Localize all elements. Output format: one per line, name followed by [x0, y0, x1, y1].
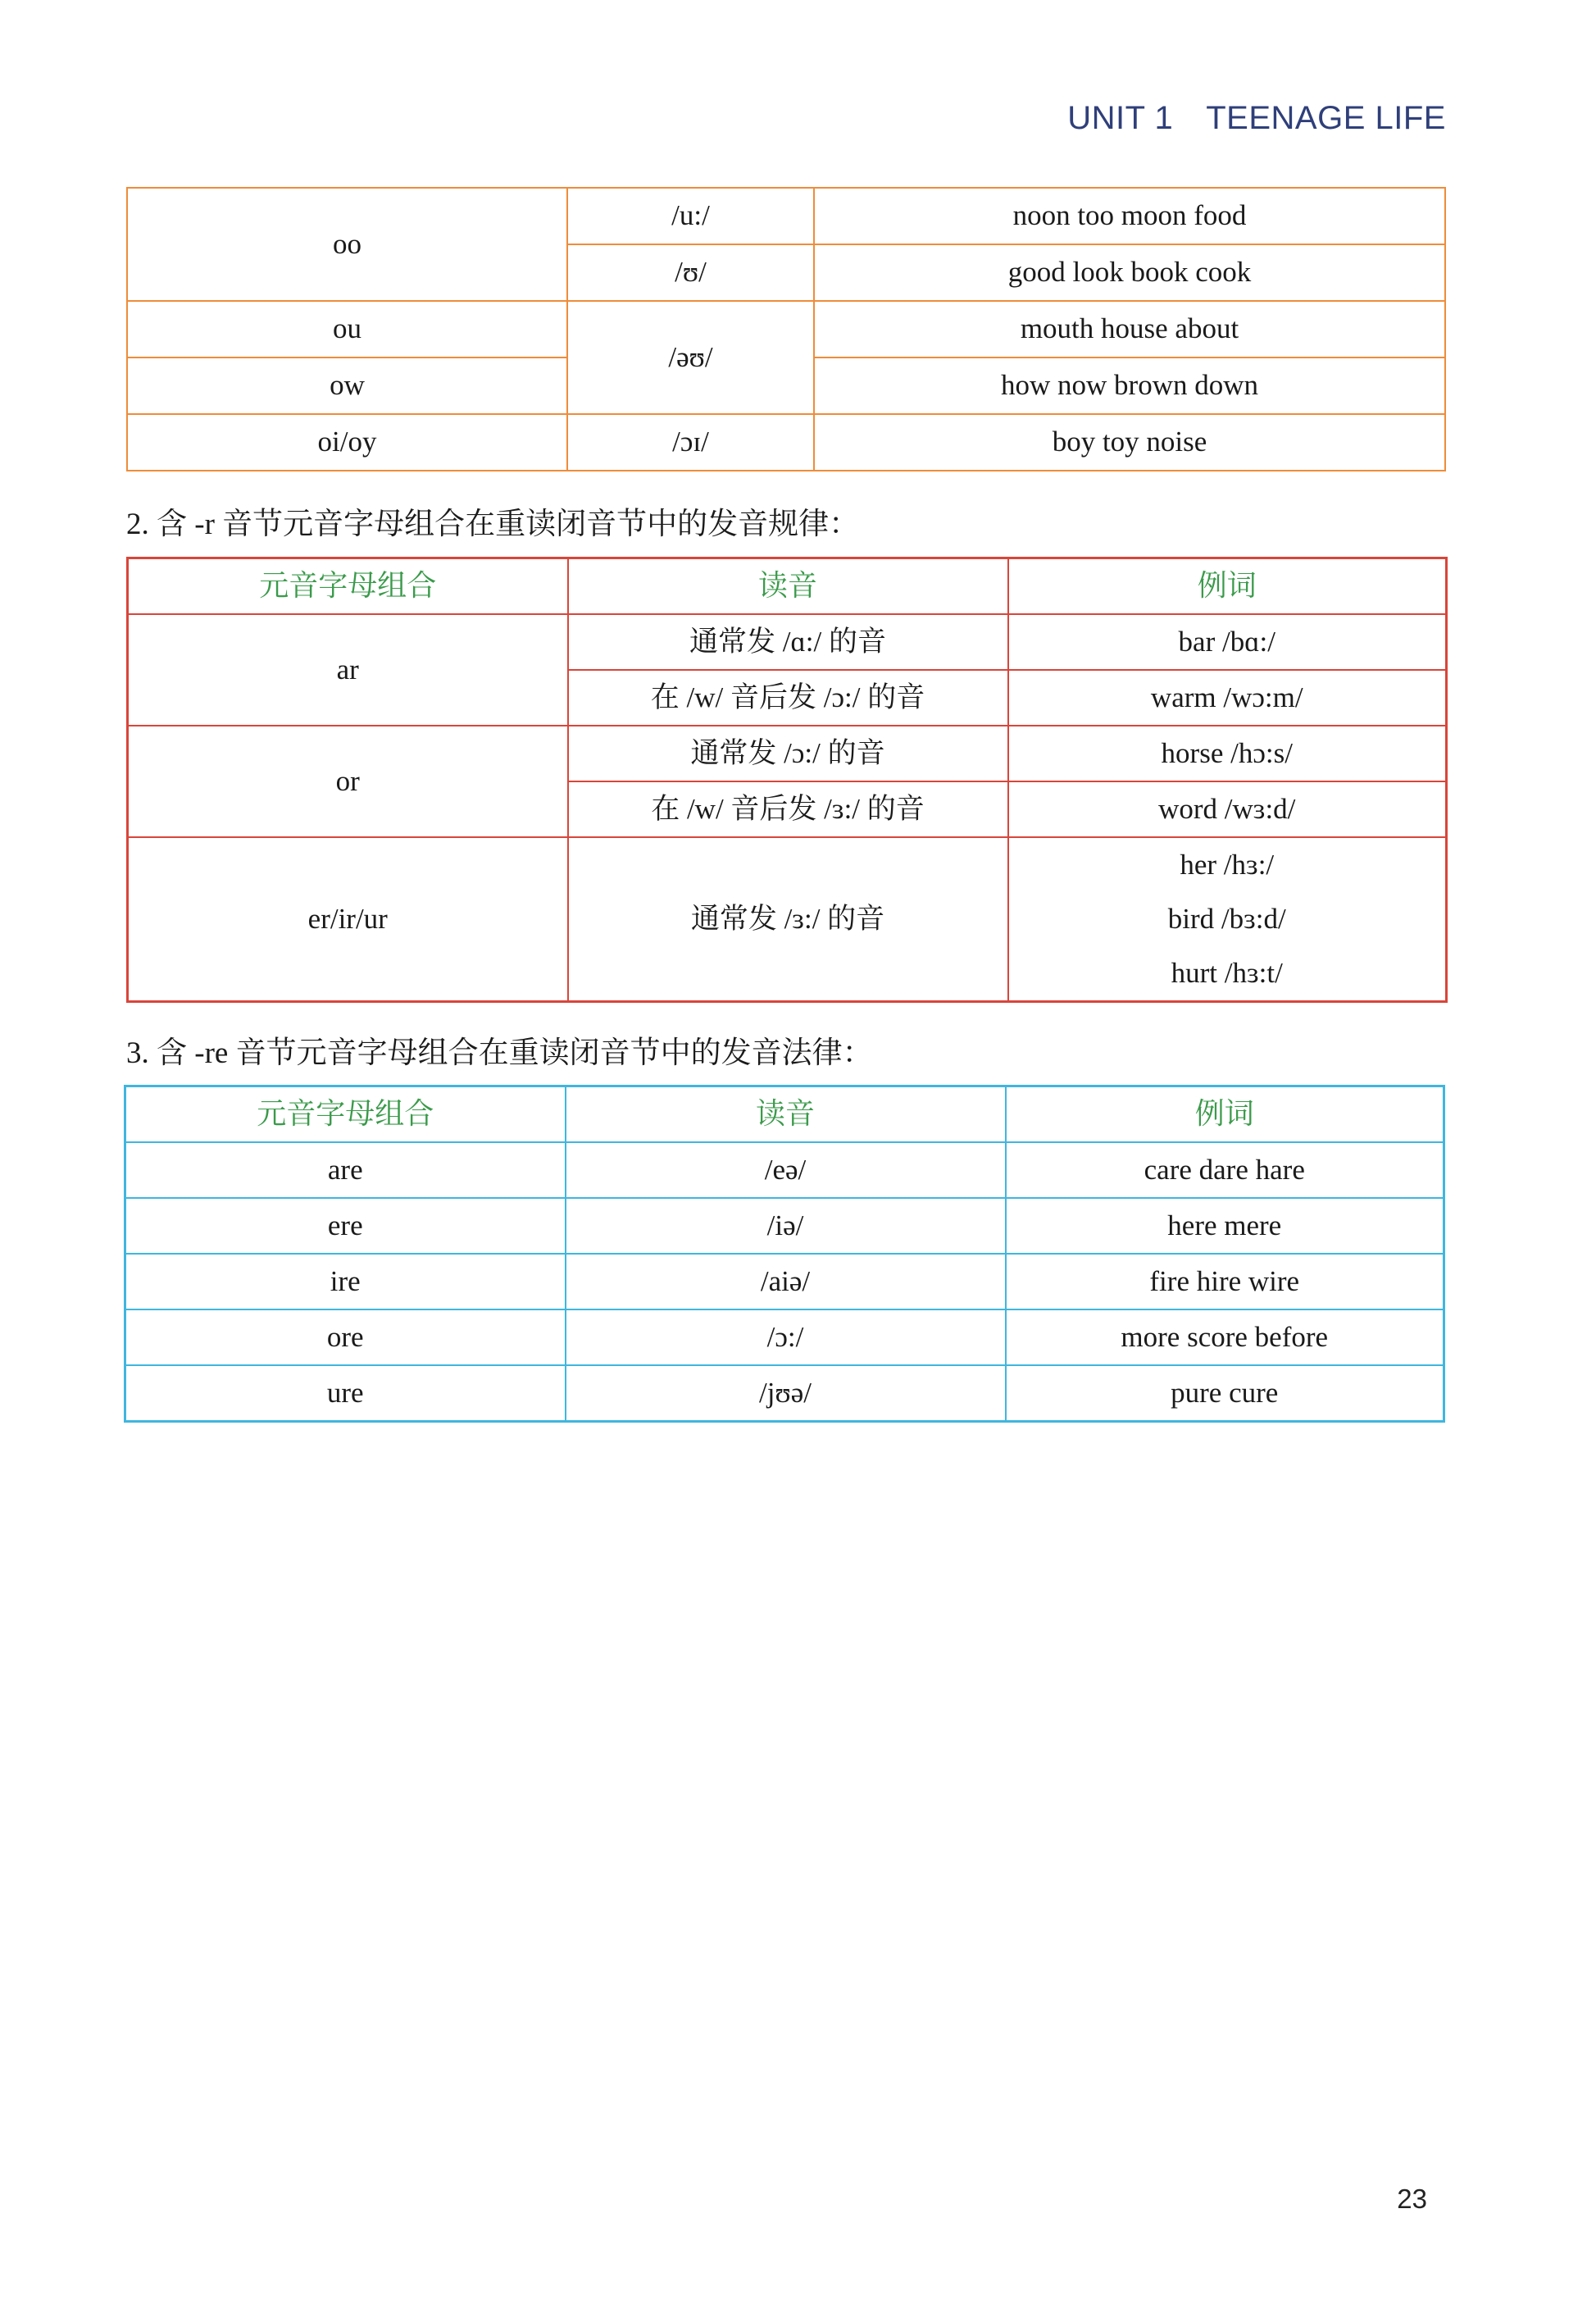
- letters-cell: ar: [128, 614, 568, 726]
- letters-cell: are: [125, 1142, 566, 1198]
- examples-cell: fire hire wire: [1006, 1254, 1444, 1309]
- examples-cell: mouth house about: [814, 301, 1445, 358]
- sound-cell: /ɔ:/: [566, 1309, 1006, 1365]
- examples-cell: care dare hare: [1006, 1142, 1444, 1198]
- header-sound: 读音: [568, 558, 1008, 615]
- header-letters: 元音字母组合: [128, 558, 568, 615]
- letters-cell: ere: [125, 1198, 566, 1254]
- section-2-title: 2. 含 -r 音节元音字母组合在重读闭音节中的发音规律：: [126, 508, 860, 541]
- letters-cell: ore: [125, 1309, 566, 1365]
- examples-cell: noon too moon food: [814, 188, 1445, 244]
- table-row: [125, 1254, 1444, 1309]
- examples-cell: good look book cook: [814, 244, 1445, 301]
- example-word: bird /bɜ:d/: [1167, 903, 1286, 935]
- examples-cell: here mere: [1006, 1198, 1444, 1254]
- example-word: hurt /hɜ:t/: [1171, 957, 1283, 989]
- vowel-combination-table: [126, 187, 1446, 471]
- sound-cell: 在 /w/ 音后发 /ɔ:/ 的音: [568, 670, 1008, 726]
- letters-cell: ou: [127, 301, 567, 358]
- letters-cell: ire: [125, 1254, 566, 1309]
- table-row: [125, 1198, 1444, 1254]
- header-letters: 元音字母组合: [125, 1086, 566, 1143]
- table-row: [127, 188, 1445, 244]
- letters-cell: oi/oy: [127, 414, 567, 471]
- examples-cell: more score before: [1006, 1309, 1444, 1365]
- table-row: [127, 414, 1445, 471]
- sound-cell: 在 /w/ 音后发 /ɜ:/ 的音: [568, 781, 1008, 837]
- r-combination-table: [126, 557, 1448, 1003]
- sound-cell: /əʊ/: [567, 301, 814, 414]
- sound-cell: /jʊə/: [566, 1365, 1006, 1422]
- section-3-title: 3. 含 -re 音节元音字母组合在重读闭音节中的发音法律：: [126, 1036, 873, 1070]
- examples-cell: pure cure: [1006, 1365, 1444, 1422]
- sound-cell: /ʊ/: [567, 244, 814, 301]
- examples-cell: how now brown down: [814, 358, 1445, 414]
- table-row: [125, 1309, 1444, 1365]
- sound-cell: /ɔɪ/: [567, 414, 814, 471]
- sound-cell: /eə/: [566, 1142, 1006, 1198]
- table-row: [125, 1142, 1444, 1198]
- re-combination-table: [124, 1085, 1445, 1423]
- header-examples: 例词: [1006, 1086, 1444, 1143]
- examples-cell: boy toy noise: [814, 414, 1445, 471]
- sound-cell: 通常发 /ɜ:/ 的音: [568, 837, 1008, 1002]
- running-header: [1067, 100, 1446, 137]
- examples-cell: [1008, 837, 1447, 1002]
- table-row: [125, 1365, 1444, 1422]
- unit-label: UNIT 1: [1067, 100, 1174, 136]
- example-word: her /hɜ:/: [1180, 849, 1275, 881]
- examples-cell: warm /wɔ:m/: [1008, 670, 1447, 726]
- examples-cell: horse /hɔ:s/: [1008, 726, 1447, 781]
- letters-cell: er/ir/ur: [128, 837, 568, 1002]
- header-examples: 例词: [1008, 558, 1447, 615]
- letters-cell: ow: [127, 358, 567, 414]
- table-row: [128, 726, 1447, 781]
- table-header-row: [128, 558, 1447, 615]
- letters-cell: or: [128, 726, 568, 837]
- sound-cell: /aiə/: [566, 1254, 1006, 1309]
- sound-cell: 通常发 /ɔ:/ 的音: [568, 726, 1008, 781]
- letters-cell: ure: [125, 1365, 566, 1422]
- unit-title: TEENAGE LIFE: [1206, 100, 1446, 136]
- table-header-row: [125, 1086, 1444, 1143]
- examples-cell: word /wɜ:d/: [1008, 781, 1447, 837]
- table-row: [128, 614, 1447, 670]
- sound-cell: /u:/: [567, 188, 814, 244]
- page-number: 23: [1397, 2184, 1427, 2214]
- table-row: [128, 837, 1447, 1002]
- examples-cell: bar /bɑ:/: [1008, 614, 1447, 670]
- table-row: [127, 301, 1445, 358]
- sound-cell: /iə/: [566, 1198, 1006, 1254]
- letters-cell: oo: [127, 188, 567, 301]
- sound-cell: 通常发 /ɑ:/ 的音: [568, 614, 1008, 670]
- header-sound: 读音: [566, 1086, 1006, 1143]
